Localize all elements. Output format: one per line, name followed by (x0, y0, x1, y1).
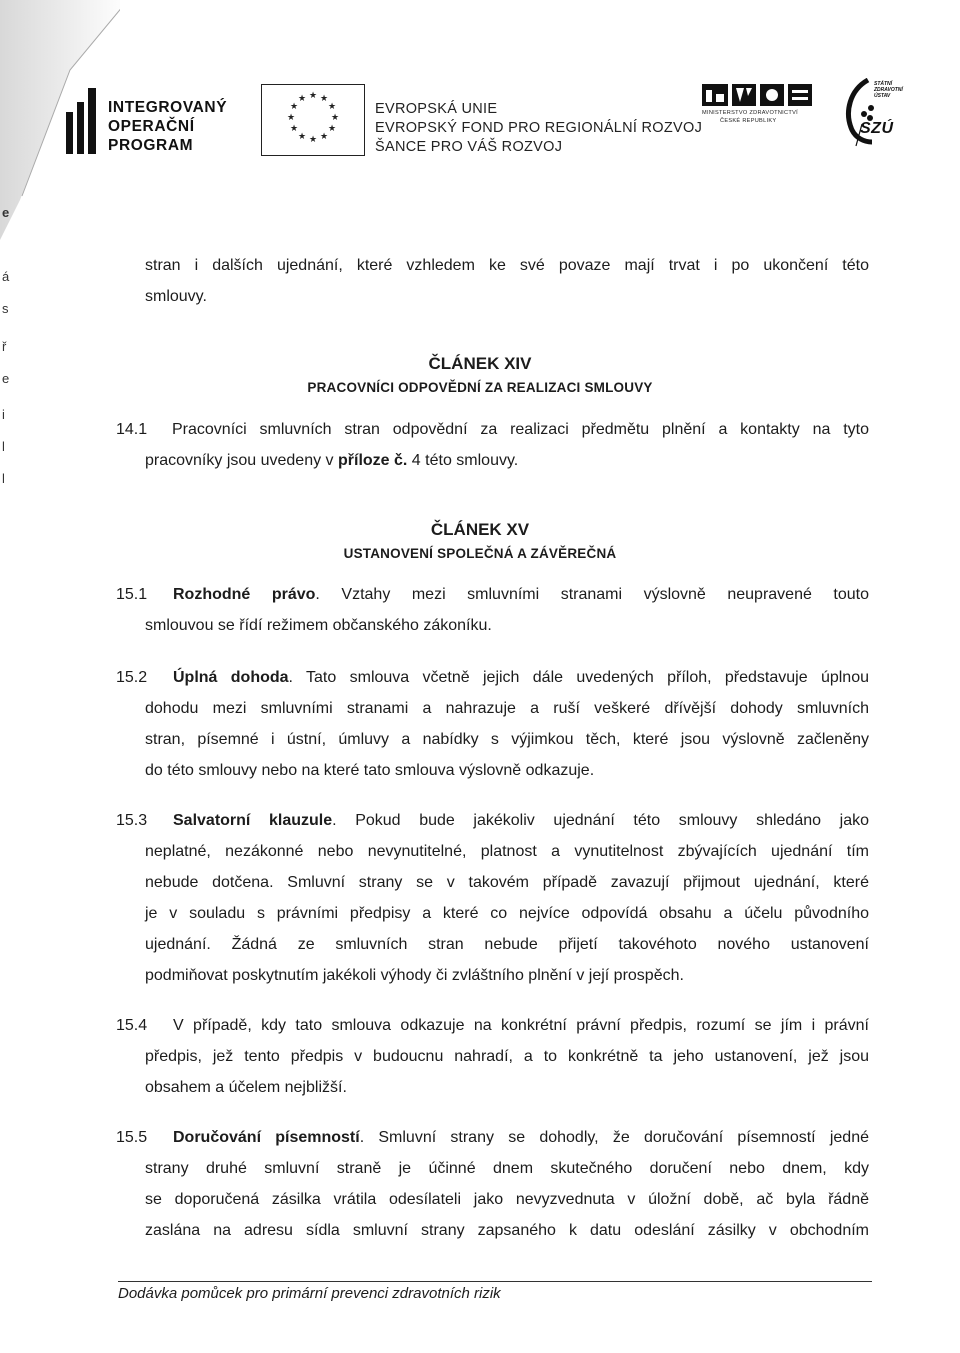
margin-mark: i (2, 407, 5, 422)
clause-number: 14.1 (116, 421, 148, 438)
text-line: strany druhé smluvní straně je účinné dnem skutečného doručení nebo dnem, kdy (145, 1160, 869, 1177)
attachment-reference: příloze č. (338, 452, 408, 469)
clause-15-4 (145, 1010, 869, 1103)
clause-number: 15.1 (116, 586, 148, 603)
text-run: . Smluvní strany se dohodly, že doručování písemností jedné (359, 1129, 869, 1146)
text-run: . Tato smlouva včetně jejich dále uvedených příloh, představuje úplnou (288, 669, 869, 686)
svg-text:★: ★ (289, 102, 299, 112)
svg-text:★: ★ (308, 91, 318, 101)
text-line: do této smlouvy nebo na které tato smlouva výslovně odkazuje. (145, 762, 595, 779)
clause-number: 15.3 (116, 812, 148, 829)
clause-heading: Úplná dohoda (173, 669, 289, 686)
text-run: . Vztahy mezi smluvními stranami výslovně neupravené touto (315, 586, 869, 603)
eu-caption (375, 100, 702, 157)
text-line: podmiňovat poskytnutím jakékoli výhody či zvláštního plnění v její prospěch. (145, 967, 684, 984)
eu-line: EVROPSKÁ UNIE (375, 101, 498, 117)
margin-mark: e (2, 205, 10, 220)
text-line: je v souladu s právními předpisy a které co nejvíce odpovídá obsahu a účelu původního (145, 905, 869, 922)
ministry-caption (702, 110, 798, 125)
clause-15-3 (145, 805, 869, 991)
text-line: Pracovníci smluvních stran odpovědní za realizaci předmětu plnění a kontakty na tyto (172, 421, 869, 438)
text-line (145, 662, 869, 693)
text-line (145, 1122, 869, 1153)
szu-caption-line: STÁTNÍ (874, 81, 893, 87)
clause-heading: Salvatorní klauzule (173, 812, 333, 829)
text-line: předpis, jež tento předpis v budoucnu nahradí, a to konkrétně ta jeho ustanovení, jež jsou (145, 1048, 869, 1065)
text-line: zaslána na adresu sídla smluvní strany zapsaného k datu odeslání zásilky v obchodním (145, 1222, 869, 1239)
margin-mark: e (2, 371, 10, 386)
margin-mark: l (2, 439, 5, 454)
svg-text:★: ★ (308, 135, 318, 145)
eu-line: EVROPSKÝ FOND PRO REGIONÁLNÍ ROZVOJ (375, 120, 703, 136)
text-line: se doporučená zásilka vrátila odesílateli jako nevyzvednuta v úložní době, ač byla řádně (145, 1191, 869, 1208)
clause-number: 15.4 (116, 1017, 148, 1034)
text-line: neplatné, nezákonné nebo nevynutitelné, platnost a vynutitelnost zbývajících ujednání tím (145, 843, 869, 860)
szu-caption-line: ZDRAVOTNÍ (874, 87, 903, 93)
text-run: pracovníky jsou uvedeny v (145, 452, 338, 469)
svg-text:★: ★ (286, 113, 296, 123)
text-run: . Pokud bude jakékoliv ujednání této smlouvy shledáno jako (332, 812, 869, 829)
text-line: dohodu mezi smluvními stranami a nahrazuje a ruší veškeré dřívější dohody smluvních (145, 700, 869, 717)
text-line: smlouvou se řídí režimem občanského zákoníku. (145, 617, 492, 634)
svg-text:★: ★ (327, 102, 337, 112)
clause-heading: Rozhodné právo (173, 586, 316, 603)
ministry-caption-line: ČESKÉ REPUBLIKY (720, 117, 777, 124)
svg-text:★: ★ (330, 113, 340, 123)
iop-bars-icon (66, 84, 106, 156)
svg-text:★: ★ (289, 124, 299, 134)
margin-mark: s (2, 301, 9, 316)
clause-number: 15.5 (116, 1129, 148, 1146)
text-line (145, 805, 869, 836)
margin-mark: á (2, 269, 10, 284)
margin-mark: ř (2, 339, 7, 354)
clause-15-2 (145, 662, 869, 786)
text-line: ujednání. Žádná ze smluvních stran nebude přijetí takovéhoto nového ustanovení (145, 936, 869, 953)
clause-15-1 (145, 579, 869, 641)
text-line: smlouvy. (145, 288, 207, 305)
eu-line: ŠANCE PRO VÁŠ ROZVOJ (375, 139, 563, 155)
iop-line: PROGRAM (108, 137, 194, 154)
text-line (145, 445, 869, 476)
text-line: stran, písemné i ústní, úmluvy a nabídky s výjimkou těch, které jsou výslovně začleněny (145, 731, 869, 748)
szu-abbrev: SZÚ (860, 120, 894, 137)
svg-text:★: ★ (297, 132, 307, 142)
eu-flag-icon (261, 84, 365, 156)
svg-text:★: ★ (297, 94, 307, 104)
szu-caption (874, 81, 903, 99)
clause-14-1 (145, 414, 869, 476)
ministry-caption-line: MINISTERSTVO ZDRAVOTNICTVÍ (702, 110, 798, 116)
text-line: obsahem a účelem nejbližší. (145, 1079, 347, 1096)
margin-mark: l (2, 471, 5, 486)
iop-line: INTEGROVANÝ (108, 99, 228, 116)
szu-logo (842, 78, 912, 148)
iop-line: OPERAČNÍ (108, 118, 195, 135)
text-line: nebude dotčena. Smluvní strany se v takovém případě zavazují přijmout ujednání, které (145, 874, 869, 891)
footer-title: Dodávka pomůcek pro primární prevenci zdravotních rizik (118, 1285, 501, 1302)
svg-text:★: ★ (319, 132, 329, 142)
intro-paragraph (145, 250, 869, 312)
svg-text:★: ★ (319, 94, 329, 104)
iop-logo (66, 84, 246, 156)
iop-wordmark (108, 98, 227, 155)
article-14-title: ČLÁNEK XIV (428, 354, 532, 373)
article-15-subtitle: USTANOVENÍ SPOLEČNÁ A ZÁVĚREČNÁ (343, 546, 617, 561)
szu-caption-line: ÚSTAV (874, 93, 891, 99)
text-line: V případě, kdy tato smlouva odkazuje na konkrétní právní předpis, rozumí se jím i právní (173, 1017, 869, 1034)
text-run: 4 této smlouvy. (407, 452, 519, 469)
clause-heading: Doručování písemností (173, 1129, 360, 1146)
text-line: stran i dalších ujednání, které vzhledem ke své povaze mají trvat i po ukončení této (145, 257, 869, 274)
article-14-subtitle: PRACOVNÍCI ODPOVĚDNÍ ZA REALIZACI SMLOUVY (307, 380, 653, 395)
svg-text:★: ★ (327, 124, 337, 134)
text-line (145, 579, 869, 610)
footer-divider (118, 1281, 872, 1282)
clause-15-5 (145, 1122, 869, 1246)
article-15-title: ČLÁNEK XV (430, 520, 530, 539)
clause-number: 15.2 (116, 669, 148, 686)
